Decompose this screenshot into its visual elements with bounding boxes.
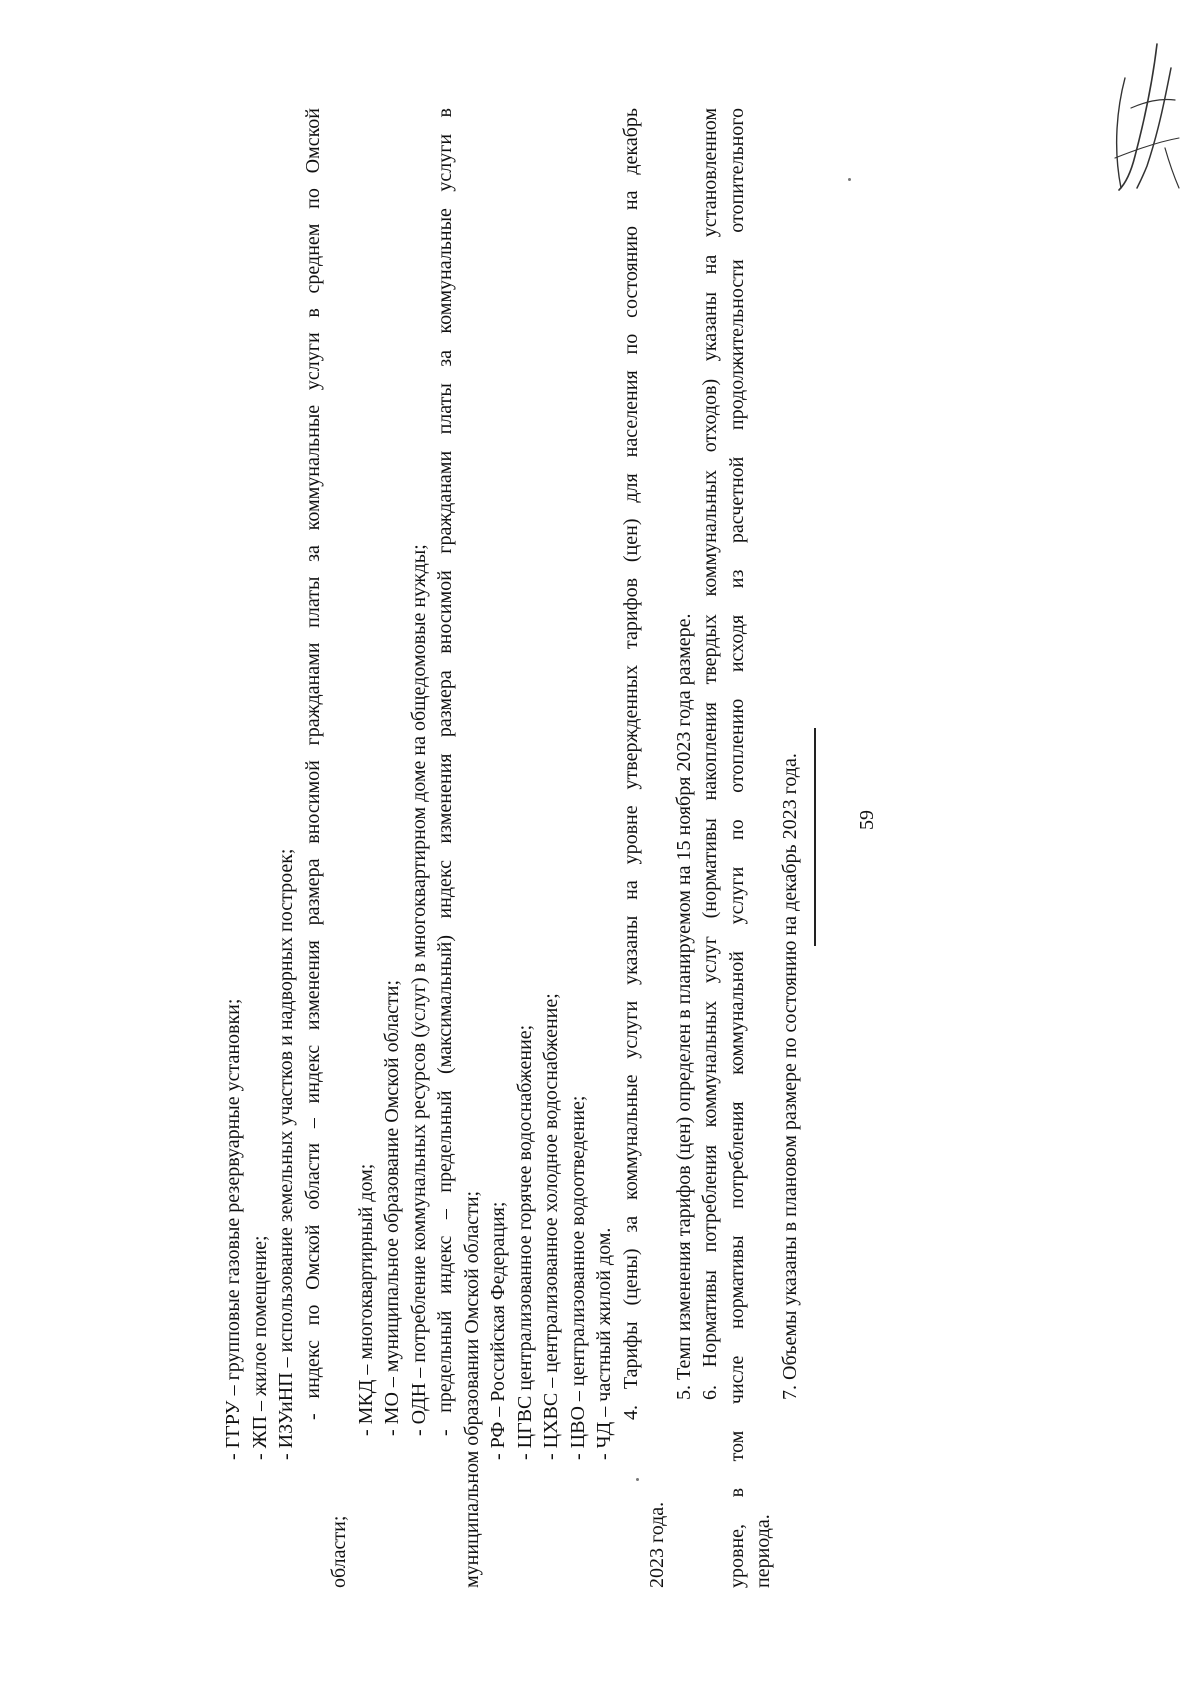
text-line-note-6-end: периода. bbox=[752, 1514, 774, 1588]
page-number: 59 bbox=[856, 810, 878, 830]
text-line-abbrev-tsgvs: - ЦГВС централизованное горячее водоснабжение; bbox=[513, 1024, 536, 1460]
text-line-abbrev-tshvs: - ЦХВС – централизованное холодное водоснабжение; bbox=[540, 993, 562, 1460]
text-line-abbrev-tsvo: - ЦВО – централизованное водоотведение; bbox=[566, 1095, 589, 1460]
text-line-abbrev-izuinp: - ИЗУиНП – использование земельных участков и надворных построек; bbox=[275, 848, 297, 1460]
text-line-abbrev-rf: - РФ – Российская Федерация; bbox=[487, 1201, 509, 1460]
handwritten-signature-icon bbox=[1095, 38, 1185, 198]
text-line-abbrev-odn: - ОДН – потребление коммунальных ресурсов (услуг) в многоквартирном доме на общедомовые нужды; bbox=[407, 544, 430, 1436]
text-line-note-5: 5. Темп изменения тарифов (цен) определен в планируемом на 15 ноября 2023 года размере. bbox=[672, 613, 695, 1400]
text-line-note-4: 4. Тарифы (цены) за коммунальные услуги указаны на уровне утвержденных тарифов (цен) для населения по состоянию на декабрь bbox=[619, 108, 642, 1420]
scan-speck bbox=[848, 178, 851, 181]
text-line-note-4-cont: 2023 года. bbox=[646, 1501, 668, 1588]
scan-speck bbox=[636, 1478, 639, 1481]
text-line-note-7: 7. Объемы указаны в плановом размере по состоянию на декабрь 2023 года. bbox=[778, 753, 801, 1400]
text-line-abbrev-mo: - МО – муниципальное образование Омской области; bbox=[381, 979, 403, 1436]
text-line-note-6: 6. Нормативы потребления коммунальных услуг (нормативы накопления твердых коммунальных отходов) указаны на установленном bbox=[699, 108, 721, 1400]
text-line-limit-index: - предельный индекс – предельный (максимальный) индекс изменения размера вносимой гражданами платы за коммунальные услуги в bbox=[434, 108, 456, 1436]
text-line-abbrev-mkd: - МКД – многоквартирный дом; bbox=[354, 1163, 377, 1436]
text-line-index-omsk: - индекс по Омской области – индекс изменения размера вносимой гражданами платы за коммунальные услуги в среднем по Омской bbox=[301, 108, 324, 1420]
text-line-abbrev-zhp: - ЖП – жилое помещение; bbox=[248, 1235, 271, 1460]
end-divider-rule bbox=[814, 728, 816, 946]
text-line-limit-index-cont: муниципальном образовании Омской области; bbox=[460, 1190, 483, 1588]
text-line-abbrev-ggru: - ГГРУ – групповые газовые резервуарные установки; bbox=[222, 998, 244, 1460]
text-line-index-omsk-cont: области; bbox=[328, 1515, 350, 1588]
text-line-abbrev-chd: - ЧД – частный жилой дом. bbox=[593, 1227, 615, 1460]
text-line-note-6-cont: уровне, в том числе нормативы потребления коммунальной услуги по отоплению исходя из расчетной продолжительности отопительного bbox=[725, 108, 748, 1588]
